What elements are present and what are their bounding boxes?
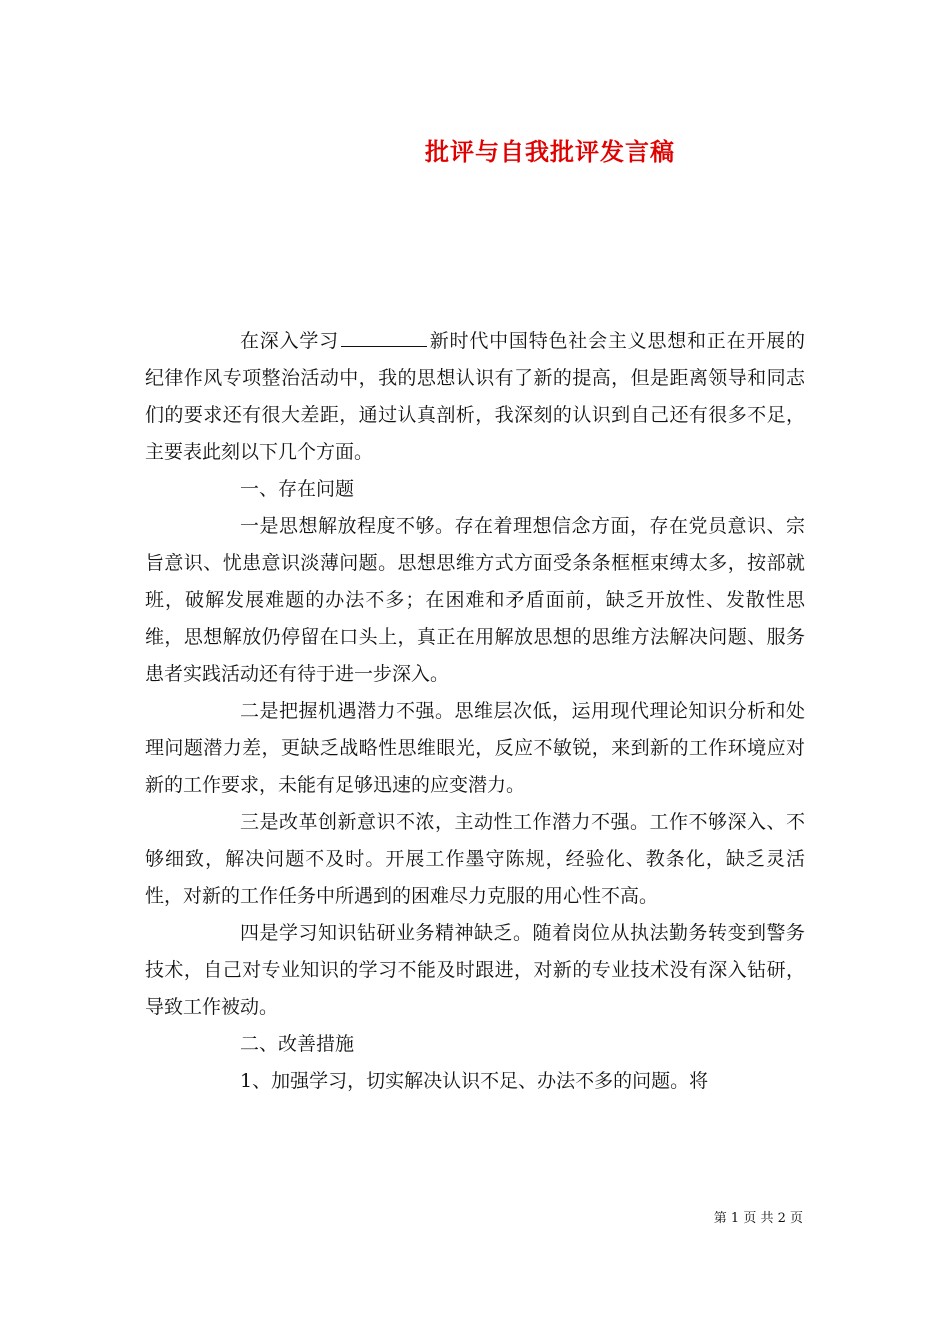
paragraph-intro: [145, 323, 805, 471]
page-number: 第 1 页 共 2 页: [713, 1211, 803, 1226]
intro-text-before-blank: 在深入学习: [240, 330, 339, 352]
paragraph-problem-1: 一是思想解放程度不够。存在着理想信念方面，存在党员意识、宗旨意识、忧患意识淡薄问题。思想思维方式方面受条条框框束缚太多，按部就班，破解发展难题的办法不多；在困难和矛盾面前，缺乏开放性、发散性思维，思想解放仍停留在口头上，真正在用解放思想的思维方法解决问题、服务患者实践活动还有待于进一步深入。: [145, 515, 805, 685]
paragraph-problem-4: 四是学习知识钻研业务精神缺乏。随着岗位从执法勤务转变到警务技术，自己对专业知识的学习不能及时跟进，对新的专业技术没有深入钻研，导致工作被动。: [145, 922, 805, 1018]
document-title: 批评与自我批评发言稿: [425, 137, 675, 166]
intro-text-after-blank: 新时代中国特色社会主义思想和正在开展的纪律作风专项整治活动中，我的思想认识有了新的提高，但是距离领导和同志们的要求还有很大差距，通过认真剖析，我深刻的认识到自己还有很多不足，主要表此刻以下几个方面。: [145, 330, 805, 463]
section-heading-measures: 二、改善措施: [240, 1033, 355, 1055]
paragraph-problem-2: 二是把握机遇潜力不强。思维层次低，运用现代理论知识分析和处理问题潜力差，更缺乏战略性思维眼光，反应不敏锐，来到新的工作环境应对新的工作要求，未能有足够迅速的应变潜力。: [145, 700, 805, 796]
paragraph-problem-3: 三是改革创新意识不浓，主动性工作潜力不强。工作不够深入、不够细致，解决问题不及时。开展工作墨守陈规，经验化、教条化，缺乏灵活性，对新的工作任务中所遇到的困难尽力克服的用心性不高。: [145, 811, 805, 907]
paragraph-measure-1: 1、加强学习，切实解决认识不足、办法不多的问题。将: [240, 1070, 709, 1092]
section-heading-problems: 一、存在问题: [240, 478, 355, 500]
document-body: [145, 323, 805, 1100]
fill-in-blank: [341, 328, 427, 347]
